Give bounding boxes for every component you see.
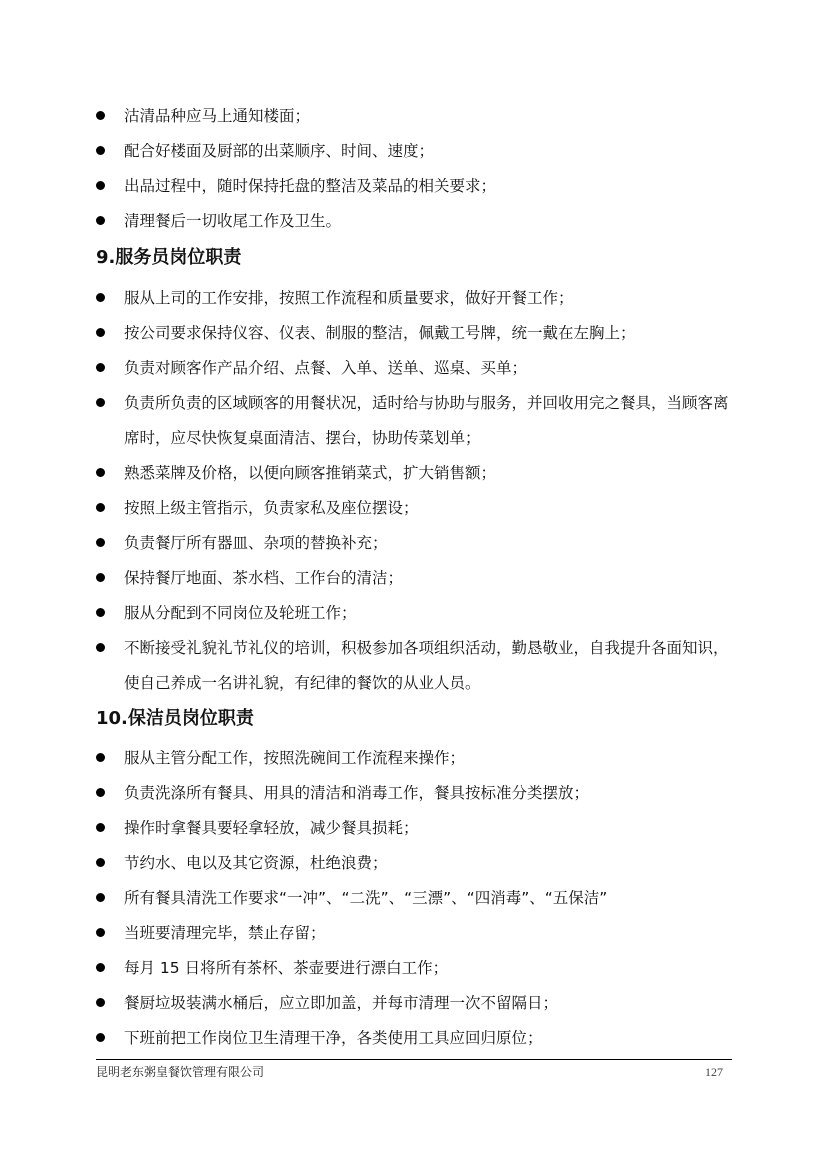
footer-company-name: 昆明老东粥皇餐饮管理有限公司	[96, 1065, 265, 1079]
list-item	[96, 596, 736, 631]
bullet-icon	[96, 328, 105, 337]
list-item-text: 熟悉菜牌及价格，以便向顾客推销菜式，扩大销售额；	[124, 464, 497, 482]
list-item-text: 下班前把工作岗位卫生清理干净，各类使用工具应回归原位；	[124, 1029, 543, 1047]
list-item-text: 沽清品种应马上通知楼面；	[124, 107, 311, 125]
list-item	[96, 456, 736, 491]
list-item-text: 负责对顾客作产品介绍、点餐、入单、送单、巡桌、买单；	[124, 359, 528, 377]
section-heading: 9.服务员岗位职责	[96, 247, 242, 268]
bullet-icon	[96, 293, 105, 302]
list-item	[96, 491, 736, 526]
bullet-icon	[96, 858, 105, 867]
list-item-text: 不断接受礼貌礼节礼仪的培训，积极参加各项组织活动，勤恳敬业，自我提升各面知识，使自己养成一名讲礼貌，有纪律的餐饮的从业人员。	[124, 639, 729, 692]
list-item	[96, 916, 736, 951]
list-item-text: 清理餐后一切收尾工作及卫生。	[124, 212, 342, 230]
list-item	[96, 386, 736, 456]
bullet-icon	[96, 608, 105, 617]
list-item	[96, 776, 736, 811]
bullet-icon	[96, 538, 105, 547]
list-item-text: 服从上司的工作安排，按照工作流程和质量要求，做好开餐工作；	[124, 289, 574, 307]
list-item	[96, 811, 736, 846]
list-item-text: 负责洗涤所有餐具、用具的清洁和消毒工作，餐具按标准分类摆放；	[124, 784, 590, 802]
list-item	[96, 986, 736, 1021]
section-heading: 10.保洁员岗位职责	[96, 708, 254, 729]
list-item-text: 当班要清理完毕，禁止存留；	[124, 924, 326, 942]
list-item-text: 出品过程中，随时保持托盘的整洁及菜品的相关要求；	[124, 177, 497, 195]
list-item	[96, 951, 736, 986]
bullet-icon	[96, 398, 105, 407]
bullet-icon	[96, 753, 105, 762]
bullet-icon	[96, 963, 105, 972]
bullet-icon	[96, 928, 105, 937]
list-item-text: 负责餐厅所有器皿、杂项的替换补充；	[124, 534, 388, 552]
bullet-icon	[96, 823, 105, 832]
bullet-icon	[96, 363, 105, 372]
list-item	[96, 526, 736, 561]
list-item-text: 服从主管分配工作，按照洗碗间工作流程来操作；	[124, 749, 466, 767]
list-item	[96, 99, 736, 134]
list-item-text: 按公司要求保持仪容、仪表、制服的整洁，佩戴工号牌，统一戴在左胸上；	[124, 324, 636, 342]
list-item-text: 服从分配到不同岗位及轮班工作；	[124, 604, 357, 622]
list-item	[96, 281, 736, 316]
bullet-icon	[96, 643, 105, 652]
list-item	[96, 631, 736, 701]
list-item	[96, 1021, 736, 1056]
list-item-text: 餐厨垃圾装满水桶后，应立即加盖，并每市清理一次不留隔日；	[124, 994, 559, 1012]
bullet-icon	[96, 468, 105, 477]
bullet-icon	[96, 181, 105, 190]
list-item	[96, 561, 736, 596]
bullet-icon	[96, 146, 105, 155]
list-item	[96, 846, 736, 881]
bullet-icon	[96, 788, 105, 797]
list-item	[96, 881, 736, 916]
bullet-icon	[96, 111, 105, 120]
list-item-text: 节约水、电以及其它资源，杜绝浪费；	[124, 854, 388, 872]
list-item	[96, 134, 736, 169]
list-item	[96, 351, 736, 386]
page-number: 127	[705, 1065, 723, 1079]
list-item-text: 负责所负责的区域顾客的用餐状况，适时给与协助与服务，并回收用完之餐具，当顾客离席时，应尽快恢复桌面清洁、摆台，协助传菜划单；	[124, 394, 729, 447]
bullet-icon	[96, 503, 105, 512]
list-item	[96, 169, 736, 204]
footer-divider	[96, 1059, 732, 1060]
list-item-text: 配合好楼面及厨部的出菜顺序、时间、速度；	[124, 142, 435, 160]
bullet-icon	[96, 893, 105, 902]
list-item-text: 按照上级主管指示，负责家私及座位摆设；	[124, 499, 419, 517]
list-item	[96, 741, 736, 776]
bullet-icon	[96, 216, 105, 225]
list-item-text: 操作时拿餐具要轻拿轻放，减少餐具损耗；	[124, 819, 419, 837]
list-item-text: 保持餐厅地面、茶水档、工作台的清洁；	[124, 569, 404, 587]
list-item-text: 所有餐具清洗工作要求“一冲”、“二洗”、“三漂”、“四消毒”、“五保洁”	[124, 889, 608, 907]
bullet-icon	[96, 1033, 105, 1042]
list-item	[96, 204, 736, 239]
bullet-icon	[96, 573, 105, 582]
list-item-text: 每月 15 日将所有茶杯、茶壶要进行漂白工作；	[124, 959, 449, 977]
list-item	[96, 316, 736, 351]
bullet-icon	[96, 998, 105, 1007]
